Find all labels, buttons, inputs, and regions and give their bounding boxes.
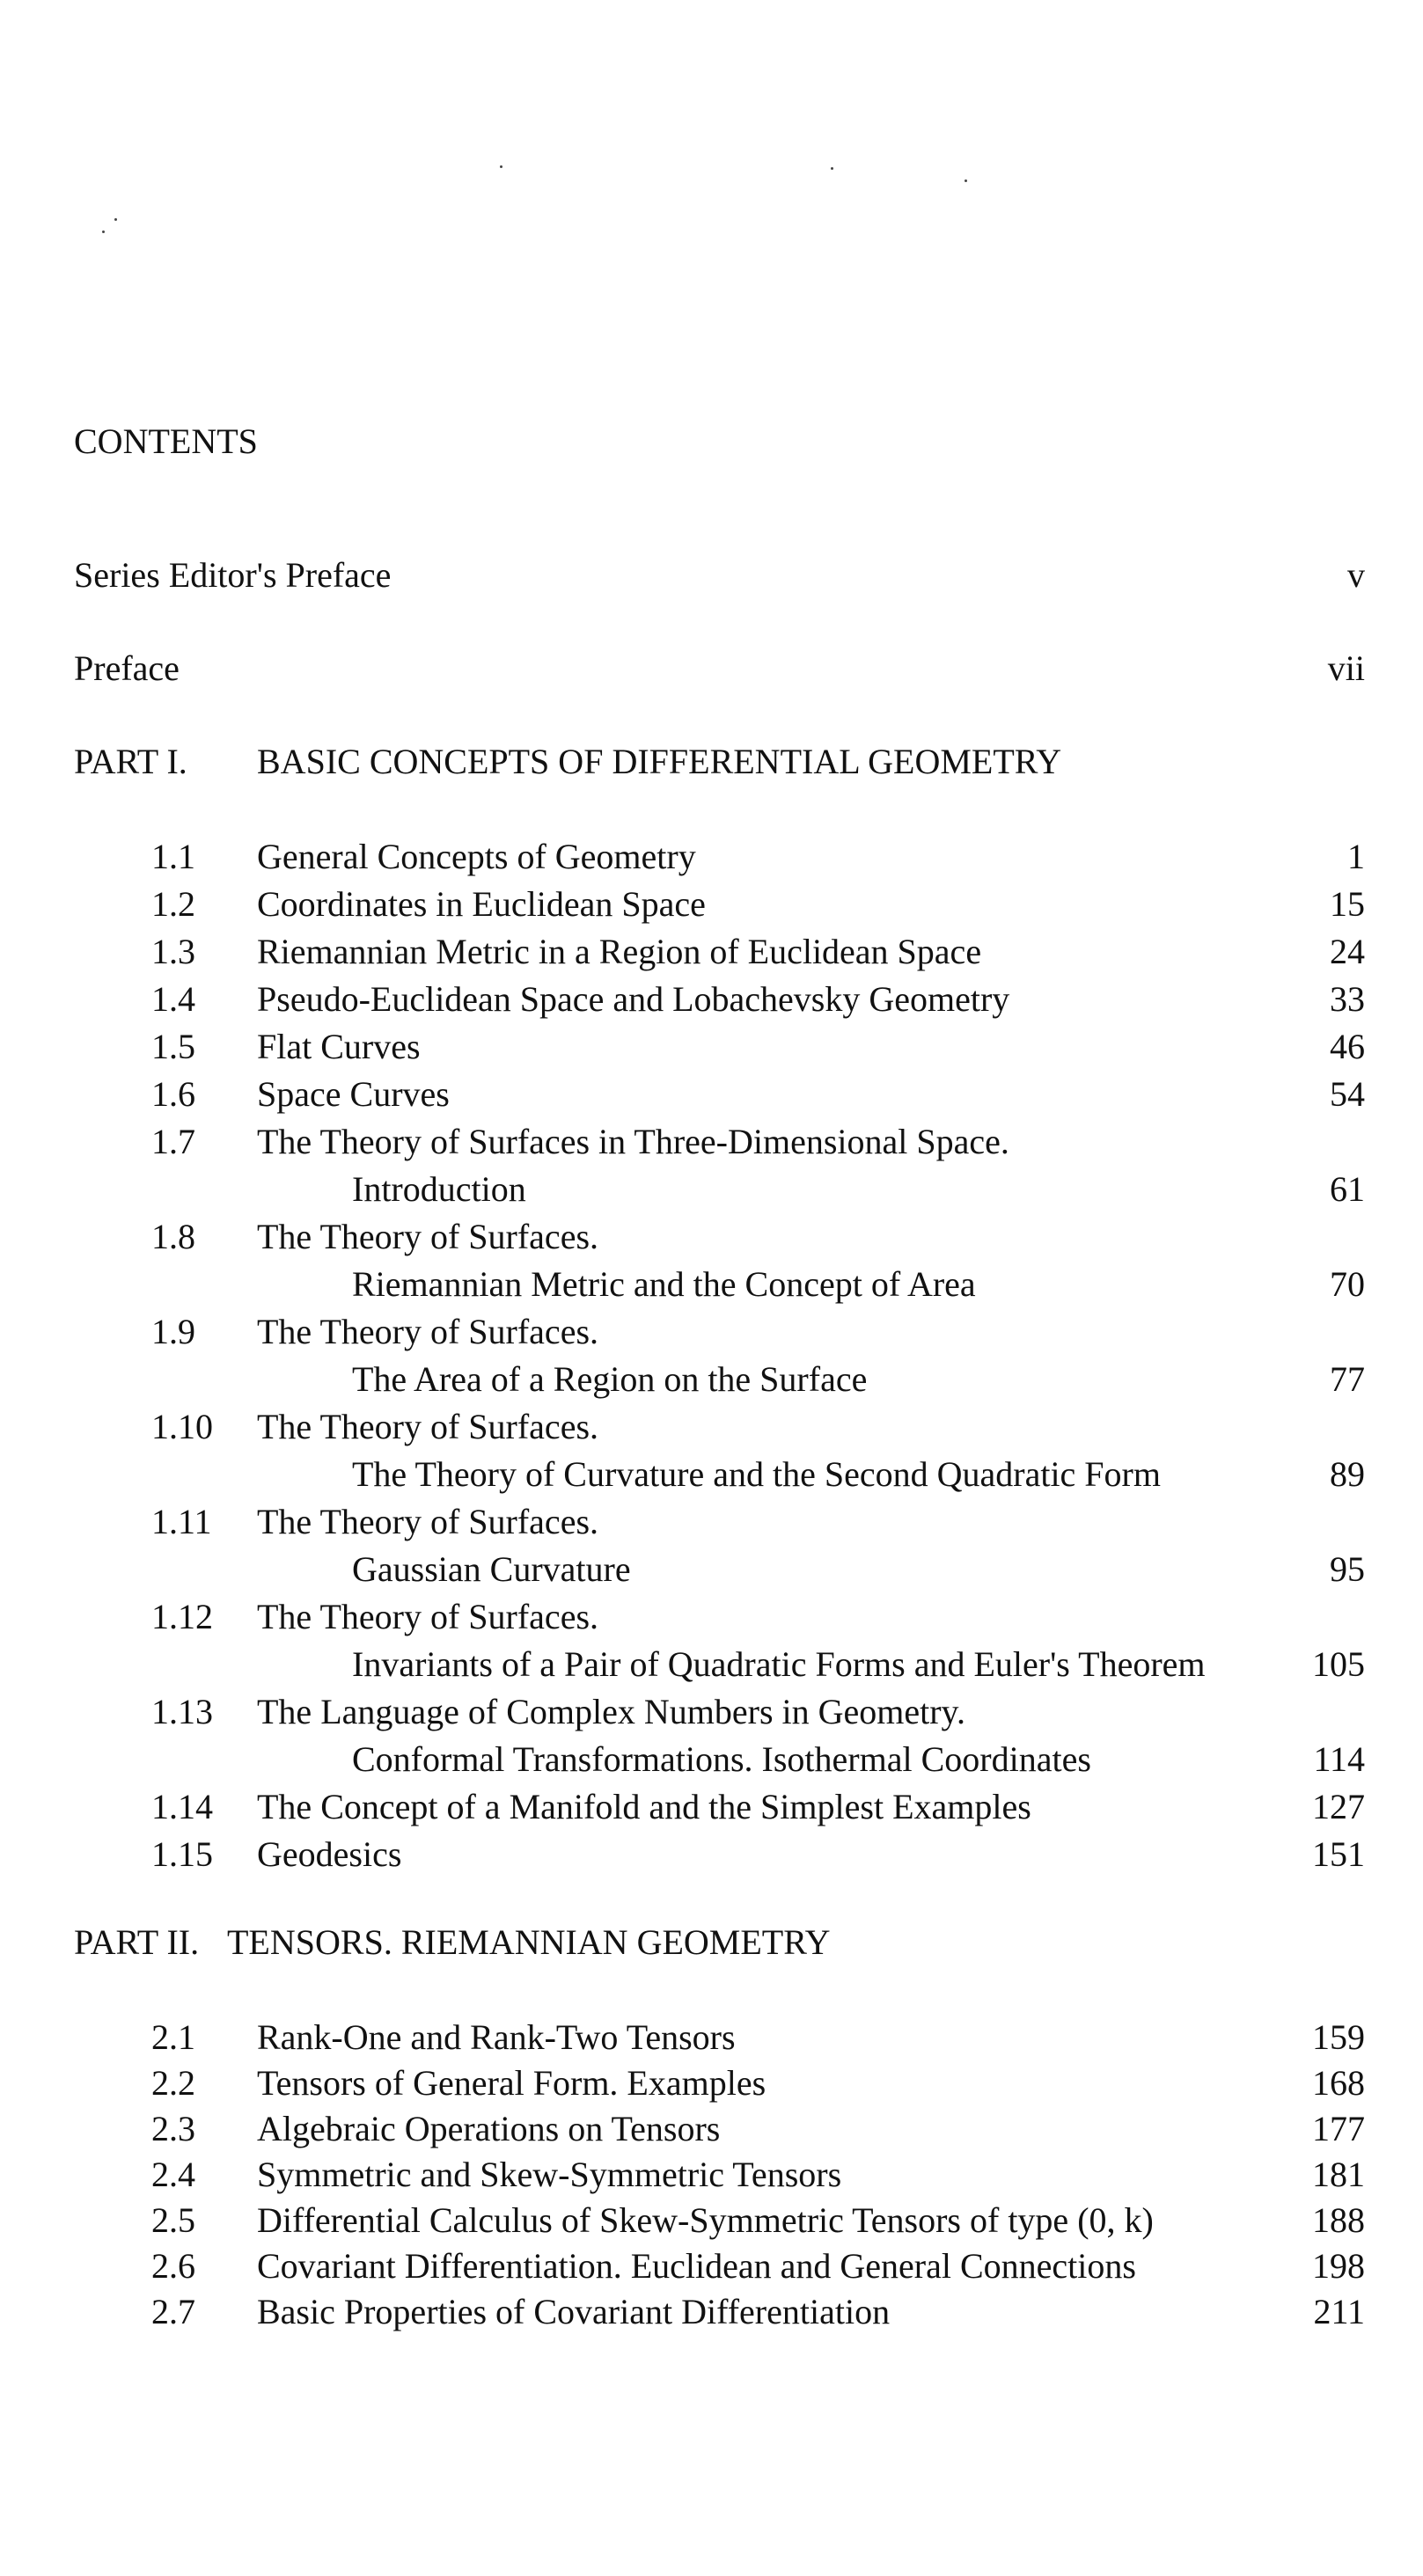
scan-speck — [114, 218, 117, 221]
toc-entry-title: Algebraic Operations on Tensors — [257, 2109, 721, 2148]
toc-entry-title: The Concept of a Manifold and the Simplest Examples — [257, 1787, 1031, 1826]
toc-entry-page: 188 — [1312, 2200, 1365, 2240]
scan-speck — [102, 231, 105, 233]
toc-entry-page: 211 — [1313, 2292, 1365, 2331]
toc-front-page: v — [1347, 555, 1365, 595]
toc-entry-page: 61 — [1330, 1169, 1365, 1209]
toc-entry-number: 2.6 — [151, 2246, 195, 2286]
toc-entry-page: 54 — [1330, 1074, 1365, 1114]
toc-entry-page: 15 — [1330, 884, 1365, 924]
toc-entry-page: 33 — [1330, 979, 1365, 1019]
toc-entry-page: 127 — [1312, 1787, 1365, 1826]
toc-entry-title: Coordinates in Euclidean Space — [257, 884, 706, 924]
toc-entry-number: 1.5 — [151, 1027, 195, 1066]
toc-entry-number: 2.5 — [151, 2200, 195, 2240]
toc-entry-page: 105 — [1312, 1644, 1365, 1684]
toc-front-label: Series Editor's Preface — [74, 555, 392, 595]
toc-entry-number: 2.7 — [151, 2292, 195, 2331]
part-title: TENSORS. RIEMANNIAN GEOMETRY — [227, 1922, 831, 1962]
toc-entry-number: 2.4 — [151, 2155, 195, 2194]
toc-entry-subtitle: Invariants of a Pair of Quadratic Forms and Euler's Theorem — [352, 1644, 1206, 1684]
toc-entry-number: 1.15 — [151, 1834, 213, 1874]
toc-entry-title: Space Curves — [257, 1074, 450, 1114]
toc-entry-subtitle: The Theory of Curvature and the Second Quadratic Form — [352, 1454, 1161, 1494]
toc-entry-number: 1.10 — [151, 1407, 213, 1446]
part-label: PART II. — [74, 1922, 200, 1962]
toc-entry-page: 46 — [1330, 1027, 1365, 1066]
toc-entry-number: 1.11 — [151, 1502, 212, 1541]
toc-entry-number: 2.1 — [151, 2017, 195, 2057]
toc-entry-number: 1.8 — [151, 1217, 195, 1256]
toc-entry-page: 168 — [1312, 2063, 1365, 2103]
toc-entry-title: Tensors of General Form. Examples — [257, 2063, 767, 2103]
toc-entry-page: 151 — [1312, 1834, 1365, 1874]
toc-entry-number: 1.4 — [151, 979, 195, 1019]
toc-entry-title: Flat Curves — [257, 1027, 421, 1066]
toc-entry-subtitle: The Area of a Region on the Surface — [352, 1359, 868, 1399]
toc-entry-title: General Concepts of Geometry — [257, 837, 696, 876]
toc-entry-title: Basic Properties of Covariant Differentiation — [257, 2292, 891, 2331]
toc-entry-number: 1.13 — [151, 1692, 213, 1731]
toc-entry-number: 1.2 — [151, 884, 195, 924]
toc-entry-title: Geodesics — [257, 1834, 402, 1874]
toc-entry-page: 181 — [1312, 2155, 1365, 2194]
toc-entry-number: 1.6 — [151, 1074, 195, 1114]
toc-entry-page: 89 — [1330, 1454, 1365, 1494]
toc-entry-title: The Theory of Surfaces. — [257, 1407, 599, 1446]
toc-entry-title: Covariant Differentiation. Euclidean and General Connections — [257, 2246, 1136, 2286]
toc-entry-subtitle: Introduction — [352, 1169, 526, 1209]
toc-entry-title: Differential Calculus of Skew-Symmetric Tensors of type (0, k) — [257, 2200, 1154, 2240]
toc-entry-title: Pseudo-Euclidean Space and Lobachevsky Geometry — [257, 979, 1010, 1019]
toc-entry-subtitle: Conformal Transformations. Isothermal Coordinates — [352, 1739, 1091, 1779]
part-label: PART I. — [74, 742, 187, 781]
toc-front-label: Preface — [74, 648, 180, 688]
toc-entry-page: 1 — [1347, 837, 1365, 876]
toc-entry-subtitle: Riemannian Metric and the Concept of Area — [352, 1264, 976, 1304]
toc-entry-page: 177 — [1312, 2109, 1365, 2148]
toc-entry-title: The Theory of Surfaces. — [257, 1312, 599, 1351]
toc-entry-subtitle: Gaussian Curvature — [352, 1549, 631, 1589]
part-title: BASIC CONCEPTS OF DIFFERENTIAL GEOMETRY — [257, 742, 1062, 781]
toc-entry-number: 1.3 — [151, 932, 195, 971]
toc-entry-page: 70 — [1330, 1264, 1365, 1304]
toc-entry-page: 159 — [1312, 2017, 1365, 2057]
toc-entry-title: Riemannian Metric in a Region of Euclidean Space — [257, 932, 982, 971]
toc-entry-title: Rank-One and Rank-Two Tensors — [257, 2017, 736, 2057]
toc-entry-page: 114 — [1313, 1739, 1365, 1779]
toc-entry-title: The Theory of Surfaces. — [257, 1502, 599, 1541]
scan-speck — [965, 179, 967, 182]
toc-entry-number: 1.1 — [151, 837, 195, 876]
toc-entry-title: The Theory of Surfaces. — [257, 1597, 599, 1636]
toc-entry-page: 198 — [1312, 2246, 1365, 2286]
toc-entry-page: 77 — [1330, 1359, 1365, 1399]
toc-entry-title: The Language of Complex Numbers in Geometry. — [257, 1692, 965, 1731]
toc-front-page: vii — [1327, 648, 1365, 688]
toc-entry-number: 1.12 — [151, 1597, 213, 1636]
scan-speck — [831, 167, 833, 170]
toc-entry-number: 1.9 — [151, 1312, 195, 1351]
toc-entry-number: 2.2 — [151, 2063, 195, 2103]
toc-entry-title: The Theory of Surfaces in Three-Dimensional Space. — [257, 1122, 1009, 1161]
toc-entry-number: 1.7 — [151, 1122, 195, 1161]
toc-entry-page: 24 — [1330, 932, 1365, 971]
toc-entry-page: 95 — [1330, 1549, 1365, 1589]
toc-entry-title: The Theory of Surfaces. — [257, 1217, 599, 1256]
toc-entry-title: Symmetric and Skew-Symmetric Tensors — [257, 2155, 842, 2194]
toc-entry-number: 1.14 — [151, 1787, 213, 1826]
toc-entry-number: 2.3 — [151, 2109, 195, 2148]
page-title: CONTENTS — [74, 421, 258, 461]
scan-speck — [500, 165, 502, 168]
